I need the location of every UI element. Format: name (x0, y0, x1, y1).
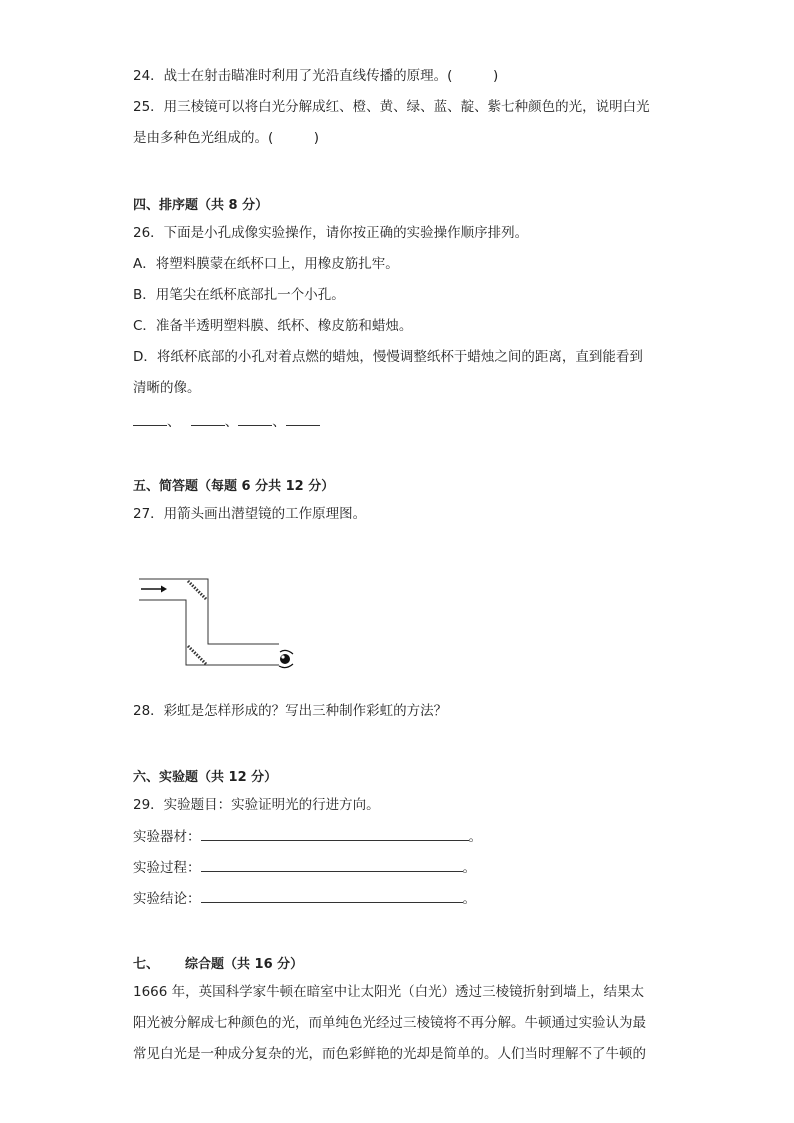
periscope-tube (139, 579, 279, 665)
question-26-option-b: B．用笔尖在纸杯底部扎一个小孔。 (133, 287, 345, 303)
section-5-heading: 五、简答题（每题 6 分共 12 分） (133, 479, 335, 494)
passage-line-1: 1666 年，英国科学家牛顿在暗室中让太阳光（白光）透过三棱镜折射到墙上，结果太 (133, 984, 645, 1000)
answer-blank-3[interactable] (238, 411, 272, 426)
answer-blank-4[interactable] (286, 411, 320, 426)
answer-blank-2[interactable] (191, 411, 225, 426)
question-27: 27．用箭头画出潜望镜的工作原理图。 (133, 506, 367, 522)
section-6-heading: 六、实验题（共 12 分） (133, 770, 278, 785)
question-28: 28．彩虹是怎样形成的？写出三种制作彩虹的方法？ (133, 703, 448, 719)
materials-row: 实验器材： 。 (133, 826, 482, 847)
question-26-option-d-line1: D．将纸杯底部的小孔对着点燃的蜡烛，慢慢调整纸杯于蜡烛之间的距离，直到能看到 (133, 349, 643, 365)
section-7-number: 七、 (133, 957, 160, 972)
materials-label: 实验器材： (133, 829, 201, 845)
process-label: 实验过程： (133, 860, 201, 876)
question-26-answer-blanks: 、 、 、 (133, 411, 320, 432)
periscope-diagram (133, 568, 303, 674)
lower-mirror (188, 646, 206, 664)
process-row: 实验过程： 。 (133, 857, 476, 878)
question-25-line2: 是由多种色光组成的。( ) (133, 130, 320, 146)
question-26-option-c: C．准备半透明塑料膜、纸杯、橡皮筋和蜡烛。 (133, 318, 413, 334)
section-4-heading: 四、排序题（共 8 分） (133, 198, 269, 213)
materials-blank[interactable] (201, 826, 469, 841)
answer-blank-1[interactable] (133, 411, 167, 426)
eye-icon (279, 650, 293, 667)
conclusion-row: 实验结论： 。 (133, 888, 476, 909)
process-blank[interactable] (201, 857, 463, 872)
question-25-line1: 25．用三棱镜可以将白光分解成红、橙、黄、绿、蓝、靛、紫七种颜色的光，说明白光 (133, 99, 650, 115)
incoming-light-arrow-icon (141, 586, 167, 593)
conclusion-label: 实验结论： (133, 891, 201, 907)
passage-line-2: 阳光被分解成七种颜色的光，而单纯色光经过三棱镜将不再分解。牛顿通过实验认为最 (133, 1015, 646, 1031)
question-26-option-a: A．将塑料膜蒙在纸杯口上，用橡皮筋扎牢。 (133, 256, 399, 272)
section-7-title: 综合题（共 16 分） (185, 957, 304, 972)
section-7-heading (133, 955, 303, 975)
question-29: 29．实验题目：实验证明光的行进方向。 (133, 797, 380, 813)
upper-mirror (188, 581, 206, 599)
question-24: 24．战士在射击瞄准时利用了光沿直线传播的原理。( ) (133, 68, 499, 84)
question-26: 26．下面是小孔成像实验操作，请你按正确的实验操作顺序排列。 (133, 225, 529, 241)
passage-line-3: 常见白光是一种成分复杂的光，而色彩鲜艳的光却是简单的。人们当时理解不了牛顿的 (133, 1046, 646, 1062)
question-26-option-d-line2: 清晰的像。 (133, 380, 201, 396)
conclusion-blank[interactable] (201, 888, 463, 903)
